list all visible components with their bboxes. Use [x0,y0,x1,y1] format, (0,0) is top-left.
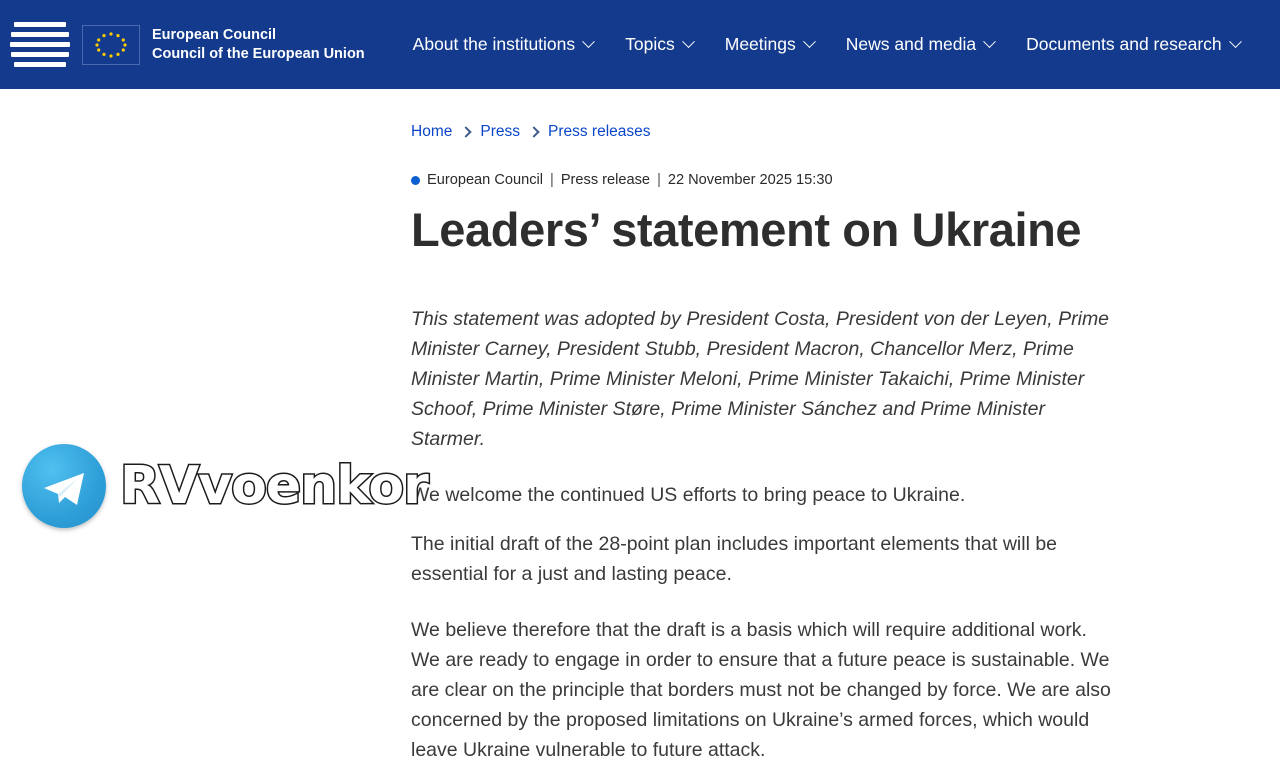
page-content [0,89,1280,765]
main-navigation [397,24,1256,65]
nav-label: Documents and research [1026,34,1222,54]
telegram-icon [22,444,106,528]
logo-line-1: European Council [152,26,277,43]
nav-item-about-the-institutions[interactable] [397,24,609,65]
breadcrumb-link-press-releases[interactable]: Press releases [547,123,651,140]
logo-line-2: Council of the European Union [152,45,365,62]
breadcrumb-link-home[interactable]: Home [411,123,453,140]
nav-item-topics[interactable] [609,24,709,65]
chevron-down-icon [582,35,595,48]
article-lead: This statement was adopted by President Costa, President von der Leyen, Prime Minister Carney, President Stubb, President Macron, Chancellor Merz, Prime Minister Martin, Prime Minister Meloni, Prime Minister Takaichi, Prime Minister Schoof, Prime Minister Støre, Prime Minister Sánchez and Prime Minister Starmer. [411,307,1110,450]
watermark-label: RVvoenkor [120,456,428,516]
breadcrumb-link-press[interactable]: Press [480,123,520,140]
chevron-right-icon [461,126,472,137]
chevron-down-icon [803,35,816,48]
article-meta [411,172,1111,188]
meta-type: Press release [560,172,651,188]
council-lines-icon [10,14,70,76]
article-paragraph-3: We believe therefore that the draft is a basis which will require additional work. We are ready to engage in order to ensure that a future peace is sustainable. We are clear on the principle that borders must not be changed by force. We are also concerned by the proposed limitations on Ukraine’s armed forces, which would leave Ukraine vulnerable to future attack. [411,619,1111,762]
nav-label: News and media [845,34,977,54]
meta-separator-2: | [657,172,661,188]
nav-label: Topics [625,34,675,54]
chevron-down-icon [1229,35,1242,48]
article-paragraph-2: The initial draft of the 28-point plan includes important elements that will be essential for a just and lasting peace. [411,533,1058,586]
eu-flag-icon [82,25,140,65]
meta-separator-1: | [550,172,554,188]
meta-date: 22 November 2025 15:30 [667,172,833,188]
meta-source: European Council [427,172,544,188]
site-header [0,0,1280,89]
article-paragraph-1: We welcome the continued US efforts to bring peace to Ukraine. [411,483,966,506]
source-dot-icon [411,176,420,185]
nav-item-documents-and-research[interactable] [1010,24,1256,65]
nav-label: Meetings [724,34,796,54]
chevron-right-icon [528,126,539,137]
breadcrumb [411,89,1111,141]
site-logo-text [152,26,365,63]
nav-label: About the institutions [412,34,576,54]
article-column [411,89,1111,765]
page-title: Leaders’ statement on Ukraine [411,203,1082,256]
chevron-down-icon [983,35,996,48]
watermark [22,444,428,528]
chevron-down-icon [682,35,695,48]
site-logo[interactable] [10,14,383,76]
nav-item-meetings[interactable] [709,24,830,65]
nav-item-news-and-media[interactable] [830,24,1010,65]
